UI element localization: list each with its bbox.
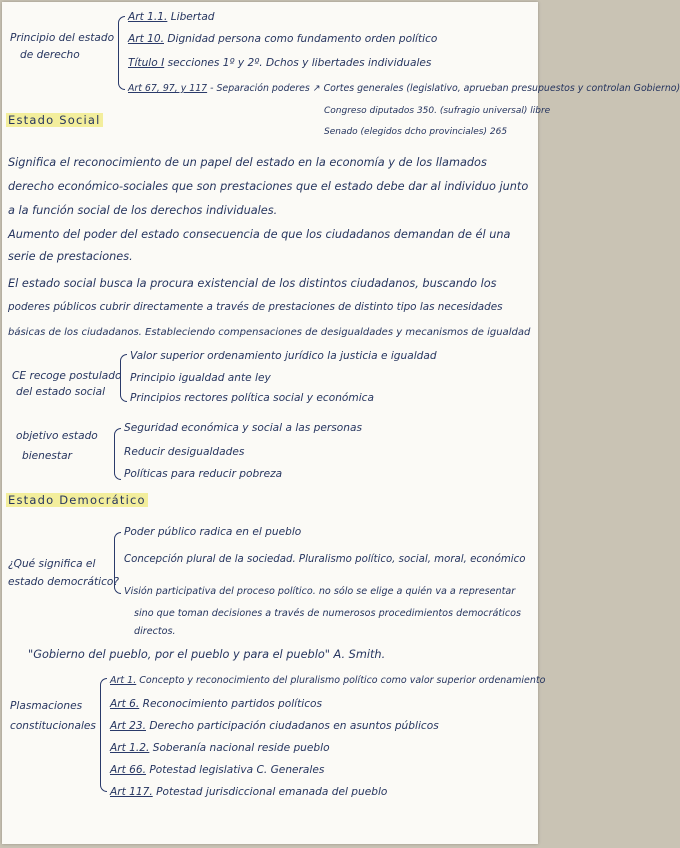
plasm-item-4-text: Soberanía nacional reside pueblo	[152, 742, 330, 754]
social-p3-line3: básicas de los ciudadanos. Estableciendo compensaciones de desigualdades y mecanismos de igualdad	[8, 327, 531, 338]
lincoln-quote: "Gobierno del pueblo, por el pueblo y para el pueblo" A. Smith.	[28, 648, 386, 661]
plasm-item-1-text: Concepto y reconocimiento del pluralismo político como valor superior ordenamiento	[139, 675, 546, 686]
plasm-item-6-art: Art 117.	[110, 786, 153, 798]
s1-item-2-art: Art 10.	[128, 33, 164, 45]
ce-label-line2: del estado social	[16, 386, 106, 398]
ce-label-line1: CE recoge postulado	[12, 370, 122, 382]
obj-item-2: Reducir desigualdades	[124, 446, 245, 458]
plasm-item-3-text: Derecho participación ciudadanos en asuntos públicos	[149, 720, 439, 732]
social-p2-line1: Aumento del poder del estado consecuencia de que los ciudadanos demandan de él una	[8, 228, 511, 241]
plasm-item-2-text: Reconocimiento partidos políticos	[142, 698, 323, 710]
social-p1-line2: derecho económico-sociales que son prestaciones que el estado debe dar al individuo junto	[8, 180, 529, 193]
estado-social-heading-text: Estado Social	[8, 113, 101, 127]
obj-item-1: Seguridad económica y social a las personas	[124, 422, 362, 434]
s1-item-4-art: Art 67, 97, y 117	[128, 83, 208, 94]
demo-item-2: Concepción plural de la sociedad. Pluralismo político, social, moral, económico	[124, 554, 526, 565]
social-p3-line1: El estado social busca la procura existencial de los distintos ciudadanos, buscando los	[8, 277, 497, 290]
social-p1-line1: Significa el reconocimiento de un papel del estado en la economía y de los llamados	[8, 156, 487, 169]
section1-label-line2: de derecho	[20, 49, 80, 61]
s1-item-2	[128, 33, 437, 45]
plasm-item-4	[110, 742, 330, 754]
s1-cortes-line3: Senado (elegidos dcho provinciales) 265	[324, 127, 508, 137]
s1-item-2-text: Dignidad persona como fundamento orden político	[167, 33, 438, 45]
plasm-label-line2: constitucionales	[10, 720, 96, 732]
demo-item-3-cont-2: directos.	[134, 626, 176, 637]
plasm-item-3	[110, 720, 439, 732]
notebook-page	[2, 2, 680, 844]
demo-item-3-cont-1: sino que toman decisiones a través de numerosos procedimientos democráticos	[134, 608, 521, 619]
plasm-item-5-text: Potestad legislativa C. Generales	[149, 764, 325, 776]
obj-brace	[114, 428, 121, 480]
plasm-item-4-art: Art 1.2.	[110, 742, 150, 754]
ce-brace	[120, 354, 127, 402]
ce-item-3: Principios rectores política social y económica	[130, 392, 374, 404]
plasm-label-line1: Plasmaciones	[10, 700, 83, 712]
demo-item-3: Visión participativa del proceso político. no sólo se elige a quién va a representar	[124, 586, 516, 597]
s1-item-3-art: Título I	[128, 57, 165, 69]
social-p2-line2: serie de prestaciones.	[8, 250, 133, 263]
social-p3-line2: poderes públicos cubrir directamente a través de prestaciones de distinto tipo las necesidades	[8, 301, 503, 313]
s1-item-4-text: - Separación poderes ↗ Cortes generales (legislativo, aprueban presupuestos y controlan Gobierno)	[210, 83, 680, 94]
plasm-item-6	[110, 786, 387, 798]
plasm-item-5-art: Art 66.	[110, 764, 146, 776]
demo-item-1: Poder público radica en el pueblo	[124, 526, 302, 538]
section1-brace	[118, 16, 125, 90]
estado-democratico-heading-text: Estado Democrático	[8, 493, 146, 507]
estado-democratico-heading	[6, 494, 148, 507]
plasm-item-1	[110, 676, 545, 687]
demo-brace	[114, 532, 121, 594]
section1-label-line1: Principio del estado	[10, 32, 115, 44]
s1-item-3	[128, 57, 431, 69]
s1-cortes-line2: Congreso diputados 350. (sufragio universal) libre	[324, 106, 551, 116]
plasm-item-5	[110, 764, 324, 776]
plasm-item-2-art: Art 6.	[110, 698, 140, 710]
plasm-item-1-art: Art 1.	[110, 675, 137, 686]
s1-item-4	[128, 84, 680, 95]
social-p1-line3: a la función social de los derechos individuales.	[8, 204, 278, 217]
ce-item-2: Principio igualdad ante ley	[130, 372, 271, 384]
plasm-item-3-art: Art 23.	[110, 720, 146, 732]
demo-q-line1: ¿Qué significa el	[8, 558, 96, 570]
obj-label-line2: bienestar	[22, 450, 72, 462]
ce-item-1: Valor superior ordenamiento jurídico la justicia e igualdad	[130, 350, 437, 362]
obj-label-line1: objetivo estado	[16, 430, 98, 442]
s1-item-1-art: Art 1.1.	[128, 11, 168, 23]
obj-item-3: Políticas para reducir pobreza	[124, 468, 283, 480]
plasm-item-6-text: Potestad jurisdiccional emanada del pueblo	[156, 786, 388, 798]
plasm-item-2	[110, 698, 322, 710]
s1-item-1	[128, 11, 215, 23]
demo-q-line2: estado democrático?	[8, 576, 119, 588]
s1-item-1-text: Libertad	[170, 11, 215, 23]
estado-social-heading	[6, 114, 103, 127]
s1-item-3-text: secciones 1º y 2º. Dchos y libertades individuales	[167, 57, 432, 69]
plasm-brace	[100, 678, 107, 792]
